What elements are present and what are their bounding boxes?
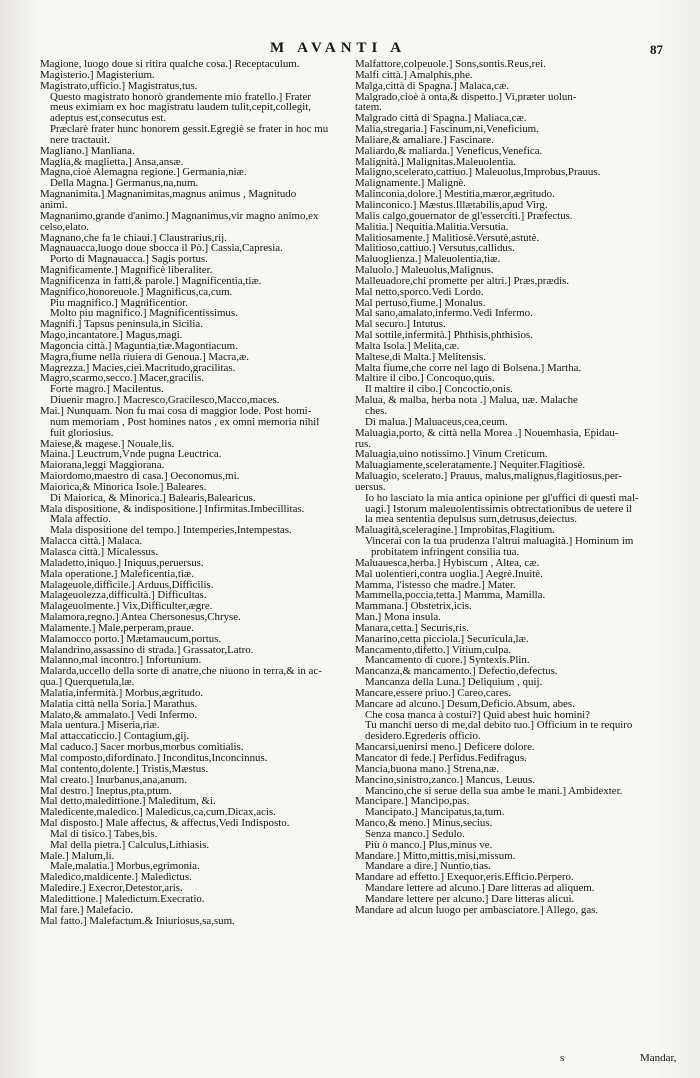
- right-column-entry-line: uersus.: [355, 481, 386, 493]
- left-column-entry-line: Questo magistrato honorò grandemente mio fratello.] Frater: [50, 91, 311, 103]
- right-column-entry-line: uagi.] Istorum maleuolentissimis obtrectationibus de uetere il: [365, 503, 633, 515]
- left-column-entry-line: Magnauacca,luogo doue sbocca il Pò.] Cassia,Capresia.: [40, 243, 283, 255]
- right-column-entry-line: Mancamento di cuore.] Syntexis.Plin.: [365, 655, 530, 667]
- right-column-entry-line: Mancare ad alcuno.] Desum,Deficio.Absum, abes.: [355, 698, 575, 710]
- right-column-entry-line: Maluagiamente,sceleratamente.] Nequiter.Flagitiosè.: [355, 460, 586, 472]
- signature-mark: s: [560, 1052, 565, 1064]
- left-column-entry-line: Mal contento,dolente.] Tristis,Mæstus.: [40, 763, 209, 775]
- right-column-entry-line: Mandare lettere per alcuno.] Dare litteras alicui.: [365, 893, 575, 905]
- left-column-entry-line: Mal detto,maledittione.] Maleditum, &i.: [40, 796, 216, 808]
- left-column-entry-line: nere tractauit.: [50, 134, 110, 146]
- left-column-entry-line: Maladetto,iniquo.] Iniquus,peruersus.: [40, 557, 204, 569]
- left-column-entry-line: Malandrino,assassino di strada.] Grassator,Latro.: [40, 644, 254, 656]
- left-column-entry-line: Mala dispositione del tempo.] Intemperies,Intempestas.: [50, 525, 292, 537]
- right-column-entry-line: Mandare.] Mitto,mittis,misi,missum.: [355, 850, 516, 862]
- right-column-entry-line: Malitioso,cattiuo.] Versutus,callidus.: [355, 243, 515, 255]
- left-column-entry-line: Mai.] Nunquam. Non fu mai cosa di maggior lode. Post homi-: [40, 406, 312, 417]
- right-column-entry-line: Maluolo.] Maleuolus,Malignus.: [355, 265, 494, 276]
- left-column-entry-line: Malamora,regno.] Antea Chersonesus,Chryse.: [40, 612, 241, 623]
- right-column-entry-line: Mal uolentieri,contra uoglia.] Aegrè.Inuitè.: [355, 568, 543, 580]
- right-column-entry-line: Malga,città di Spagna.] Malaca,cæ.: [355, 80, 509, 92]
- left-column-entry-line: Magnano,che fa le chiaui.] Claustrarius,rij.: [40, 232, 227, 244]
- left-column-entry-line: Magoncia città.] Maguntia,tiæ.Magontiacum.: [40, 340, 238, 352]
- left-column-entry-line: Magna,cioè Alemagna regione.] Germania,niæ.: [40, 167, 247, 179]
- right-column-entry-line: Mal sottile,infermità.] Phthisis,phthisios.: [355, 330, 533, 341]
- left-column-entry-line: Malatia,infermità.] Morbus,ægritudo.: [40, 687, 204, 699]
- right-column-entry-line: Maltire il cibo.] Concoquo,quis.: [355, 373, 495, 385]
- left-column-entry-line: animi.: [40, 199, 68, 211]
- right-column-entry-line: Malinconia,dolore.] Mestitia,mæror,ægritudo.: [355, 189, 555, 200]
- right-column-entry-line: Mal securo.] Intutus.: [355, 319, 446, 331]
- left-column-entry-line: meus eximiam ex hoc magistratu laudem tulit,cepit,collegit,: [50, 102, 312, 114]
- right-column-entry-line: Mancino,sinistro,zanco.] Mancus, Leuus.: [355, 774, 535, 786]
- right-column-entry-line: Manco,& meno.] Minus,secius.: [355, 818, 493, 829]
- right-column-entry-line: Maluagia,uino notissimo.] Vinum Creticum.: [355, 449, 548, 461]
- right-column-entry-line: Malleuadore,chi promette per altri.] Præs,prædis.: [355, 275, 570, 287]
- right-column-entry-line: Mancanza,& mancamento.] Defectio,defectus.: [355, 666, 558, 678]
- left-column-entry-line: Mala dispositione, & indispositione.] Infirmitas.Imbecillitas.: [40, 503, 305, 515]
- left-column-entry-line: Mal caduco.] Sacer morbus,morbus comitialis.: [40, 742, 244, 753]
- left-column-entry-line: num memoriam , Post homines natos , ex omni memoria nihil: [50, 416, 320, 428]
- right-column-entry-line: rus.: [355, 438, 372, 450]
- running-head-title: M AVANTI A: [270, 40, 407, 56]
- left-column-entry-line: Porto di Magnauacca.] Sagis portus.: [50, 254, 208, 266]
- right-column-entry-line: Mandare a dire.] Nuntio,tias.: [365, 861, 491, 873]
- left-column-entry-line: Malatia città nella Soria.] Marathus.: [40, 698, 198, 710]
- left-column-entry-line: Maiese,& magese.] Nouale,lis.: [40, 438, 175, 450]
- right-column-entry-line: Mandare ad alcun luogo per ambasciatore.] Allego, gas.: [355, 904, 599, 916]
- right-column-entry-line: Maluagità,sceleragine.] Improbitas,Flagitium.: [355, 525, 555, 537]
- left-column-entry-line: Malarda,uccello della sorte di anatre,che niuono in terra,& in ac-: [40, 666, 322, 678]
- left-column-entry-line: qua.] Querquetula,læ.: [40, 677, 135, 688]
- catchword: Mandar,: [640, 1052, 677, 1064]
- right-column-entry-line: Manarino,cetta picciola.] Securicula,læ.: [355, 633, 529, 645]
- left-column-entry-line: Maiordomo,maestro di casa.] Oeconomus,mi.: [40, 471, 240, 482]
- right-column-entry-line: Mancino,che si serue della sua ambe le mani.] Ambidexter.: [365, 785, 623, 797]
- left-column-entry-line: Mala uentura.] Miseria,riæ.: [40, 720, 160, 732]
- right-column-entry-line: Mancarsi,uenirsi meno.] Deficere dolore.: [355, 742, 535, 753]
- right-column-entry-line: Malua, & malba, herba nota .] Malua, uæ. Malache: [355, 395, 578, 406]
- right-column-entry-line: Maluagia,porto, & città nella Morea .] Nouemhasia, Epidau-: [355, 427, 619, 439]
- left-column-entry-line: Maina.] Leuctrum,Vnde pugna Leuctrica.: [40, 449, 222, 461]
- left-column-entry-line: adeptus est,consecutus est.: [50, 113, 167, 125]
- left-column-entry-line: Magnanimo,grande d'animo.] Magnanimus,vir magno animo,ex: [40, 210, 319, 222]
- left-column-entry-line: Magnifi.] Tapsus peninsula,in Sicilia.: [40, 319, 203, 331]
- right-column-entry-line: Maliare,& amaliare.] Fascinare.: [355, 134, 494, 146]
- left-column: [40, 59, 348, 1058]
- left-column-entry-line: Magnificamente.] Magnificè liberaliter.: [40, 265, 213, 276]
- left-column-entry-line: Malacca città.] Malaca.: [40, 536, 143, 547]
- right-column-entry-line: Mammana.] Obstetrix,icis.: [355, 601, 472, 613]
- left-column-entry-line: Mal creato.] Inurbanus,ana,anum.: [40, 774, 187, 786]
- right-column-entry-line: Che cosa manca à costui?] Quid abest huic homini?: [365, 709, 591, 721]
- left-column-entry-line: Magistrato,ufficio.] Magistratus,tus.: [40, 80, 198, 92]
- left-column-entry-line: Malageuolmente.] Vix,Difficulter,ægre.: [40, 601, 213, 613]
- right-column-entry-line: Mal pertuso,fiume.] Monalus.: [355, 297, 486, 309]
- right-column-entry-line: Maluoglienza.] Maleuolentia,tiæ.: [355, 254, 501, 266]
- left-column-entry-line: Molto piu magnifico.] Magnificentissimus.: [50, 308, 238, 320]
- left-column-entry-line: Male.] Malum,li.: [40, 850, 115, 862]
- left-column-entry-line: Malageuole,difficile.] Arduus,Difficilis.: [40, 579, 214, 591]
- right-column-entry-line: Malta fiume,che corre nel lago di Bolsena.] Martha.: [355, 362, 582, 374]
- left-column-entry-line: Mal destro.] Ineptus,pta,ptum.: [40, 785, 172, 797]
- right-column-entry-line: Mal sano,amalato,infermo.Vedi Infermo.: [355, 308, 533, 320]
- right-column-entry-line: Mancia,buona mano.] Strena,næ.: [355, 763, 499, 775]
- right-column-entry-line: Malinconico.] Mæstus.Illætabilis,apud Virg.: [355, 199, 548, 211]
- left-column-entry-line: Maglia,& maglietta.] Ansa,ansæ.: [40, 156, 184, 168]
- left-column-entry-line: Mala operatione.] Maleficentia,tiæ.: [40, 568, 194, 580]
- right-column-entry-line: Malitia.] Nequitia.Malitia.Versutia.: [355, 221, 509, 233]
- left-column-entry-line: Mala affectio.: [50, 514, 111, 526]
- left-column-entry-line: Malato,& ammalato.] Vedi Infermo.: [40, 709, 198, 721]
- left-column-entry-line: Magrezza.] Macies,ciei.Macritudo,gracilitas.: [40, 362, 236, 374]
- left-column-entry-line: Maledire.] Execror,Detestor,aris.: [40, 883, 183, 894]
- right-column-entry-line: tatem.: [355, 102, 382, 114]
- right-column-entry-line: Mancare,essere priuo.] Careo,cares.: [355, 687, 512, 699]
- left-column-entry-line: Magliano.] Manliana.: [40, 145, 135, 157]
- right-column-entry-line: Maluagio, scelerato.] Prauus, malus,malignus,flagitiosus,per-: [355, 471, 622, 482]
- right-column-entry-line: Maliardo,& maliarda.] Veneficus,Venefica.: [355, 145, 543, 157]
- left-column-entry-line: Maledico,maldicente.] Maledictus.: [40, 872, 192, 884]
- right-column-entry-line: Malitiosamente.] Malitiosè.Versutè,astutè.: [355, 232, 540, 244]
- left-column-entry-line: Male,malatia.] Morbus,egrimonia.: [50, 861, 200, 873]
- left-column-entry-line: Magro,scarmo,secco.] Macer,gracilis.: [40, 373, 205, 385]
- left-column-entry-line: celso,elato.: [40, 221, 89, 233]
- right-column-entry-line: Maluauesca,herba.] Hybiscum , Altea, cæ.: [355, 557, 540, 569]
- right-column-entry-line: Manara,cetta.] Securis,ris.: [355, 622, 470, 634]
- right-column-entry-line: Maltese,di Malta.] Melitensis.: [355, 351, 486, 363]
- right-column-entry-line: Malfattore,colpeuole.] Sons,sontis.Reus,rei.: [355, 59, 546, 70]
- right-column-entry-line: desidero.Egrederis officio.: [365, 731, 481, 743]
- right-column-entry-line: Malfi città.] Amalphis,phe.: [355, 69, 473, 81]
- right-column-entry-line: Man.] Mona insula.: [355, 612, 441, 623]
- right-column-entry-line: Mandare lettere ad alcuno.] Dare litteras ad aliquem.: [365, 883, 595, 894]
- left-column-entry-line: Maiorana,leggi Maggiorana.: [40, 460, 165, 472]
- right-column-entry-line: Malgrado,cioè à onta,& dispetto.] Vi,præter uolun-: [355, 91, 577, 103]
- left-column-entry-line: Della Magna.] Germanus,na,num.: [50, 178, 199, 190]
- left-column-entry-line: Mal della pietra.] Calculus,Lithiasis.: [50, 839, 210, 851]
- left-column-entry-line: Forte magro.] Macilentus.: [50, 384, 164, 396]
- right-column-entry-line: Malignamente.] Malignè.: [355, 178, 466, 190]
- right-column-entry-line: la mea sententia depulsus sum,detrusus,deiectus.: [365, 514, 578, 526]
- page-number: 87: [650, 42, 663, 57]
- right-column-entry-line: Mancipare.] Mancipo,pas.: [355, 796, 470, 808]
- left-column-entry-line: Magisterio.] Magisterium.: [40, 69, 155, 81]
- right-column-entry-line: Malis calgo,gouernator de gl'esserciti.] Præfectus.: [355, 210, 573, 222]
- right-column-entry-line: Mancipato.] Mancipatus,ta,tum.: [365, 807, 505, 819]
- left-column-entry-line: Magnificenza in fatti,& parole.] Magnificentia,tiæ.: [40, 275, 262, 287]
- left-column-entry-line: Mal composto,difordinato.] Inconditus,Inconcinnus.: [40, 753, 268, 764]
- right-column-entry-line: Mancamento,difetto.] Vitium,culpa.: [355, 644, 512, 656]
- left-column-entry-line: Magione, luogo doue si ritira qualche cosa.] Receptaculum.: [40, 59, 300, 70]
- right-column-entry-line: Mancator di fede.] Perfidus.Fedifragus.: [355, 753, 527, 764]
- right-column-entry-line: Più ò manco.] Plus,minus ve.: [365, 839, 493, 851]
- right-column-entry-line: probitatem infringent consilia tua.: [371, 546, 520, 558]
- right-column-entry-line: Maligno,scelerato,cattiuo.] Maleuolus,Improbus,Prauus.: [355, 167, 601, 179]
- left-column-entry-line: Maledittione.] Maledictum.Execratio.: [40, 893, 205, 905]
- left-column-entry-line: Piu magnifico.] Magnificentior.: [50, 297, 188, 309]
- left-column-entry-line: Malageuolezza,difficultà.] Difficultas.: [40, 590, 207, 602]
- right-column: [355, 59, 655, 1058]
- right-column-entry-line: Mal netto,sporco.Vedi Lordo.: [355, 286, 484, 298]
- right-column-entry-line: Malia,stregaria.] Fascinum,ni,Veneficium.: [355, 124, 539, 135]
- right-column-entry-line: Senza manco.] Sedulo.: [365, 828, 465, 840]
- left-column-entry-line: Magnifico,honoreuole.] Magnificus,ca,cum.: [40, 286, 233, 298]
- right-column-entry-line: Malgrado città di Spagna.] Maliaca,cæ.: [355, 113, 527, 125]
- left-column-entry-line: fuit gloriosius.: [50, 427, 114, 439]
- left-column-entry-line: Malanno,mal incontro.] Infortunium.: [40, 655, 202, 667]
- right-column-entry-line: Il maltire il cibo.] Concoctio,onis.: [365, 384, 513, 396]
- left-column-entry-line: Magra,fiume nella riuiera di Genoua.] Macra,æ.: [40, 351, 249, 363]
- left-column-entry-line: Malamente.] Male,perperam,praue.: [40, 622, 194, 634]
- left-column-entry-line: Mal di tisico.] Tabes,bis.: [50, 828, 158, 840]
- left-column-entry-line: Præclarè frater hunc honorem gessit.Egregiè se frater in hoc mu: [50, 124, 329, 135]
- right-column-entry-line: Vincerai con la tua prudenza l'altrui maluagità.] Hominum im: [365, 536, 634, 547]
- right-column-entry-line: Mandare ad effetto.] Exequor,eris.Efficio.Perpero.: [355, 872, 574, 884]
- left-column-entry-line: Mal fatto.] Malefactum.& Iniuriosus,sa,sum.: [40, 915, 235, 927]
- left-column-entry-line: Malasca città.] Micalessus.: [40, 546, 158, 558]
- right-column-entry-line: Mamma, l'istesso che madre.] Mater.: [355, 579, 516, 591]
- right-column-entry-line: ches.: [365, 406, 388, 417]
- right-column-entry-line: Io ho lasciato la mia antica opinione per gl'uffici di questi mal-: [365, 492, 639, 504]
- right-column-entry-line: Tu manchi uerso di me,dal debito tuo.] Officium in te requiro: [365, 720, 633, 732]
- right-column-entry-line: Mancanza della Luna.] Deliquium , quij.: [365, 677, 543, 688]
- left-column-entry-line: Malamocco porto.] Mætamaucum,portus.: [40, 633, 222, 645]
- left-column-entry-line: Magnanimita.] Magnanimitas,magnus animus , Magnitudo: [40, 189, 297, 200]
- right-column-entry-line: Malignità.] Malignitas.Maleuolentia.: [355, 156, 516, 168]
- left-column-entry-line: Mal disposto.] Male affectus, & affectus,Vedi Indisposto.: [40, 818, 290, 829]
- left-column-entry-line: Di Maiorica, & Minorica.] Balearis,Balearicus.: [50, 492, 256, 504]
- right-column-entry-line: Malta Isola.] Melita,cæ.: [355, 340, 460, 352]
- left-column-entry-line: Maiorica,& Minorica Isole.] Baleares.: [40, 481, 207, 493]
- right-column-entry-line: Di malua.] Maluaceus,cea,ceum.: [365, 416, 508, 428]
- right-column-entry-line: Mammella,poccia,tetta.] Mamma, Mamilla.: [355, 590, 546, 602]
- left-column-entry-line: Maledicente,maledico.] Maledicus,ca,cum.Dicax,acis.: [40, 807, 276, 819]
- left-column-entry-line: Mago,incantatore.] Magus,magi.: [40, 330, 183, 341]
- left-column-entry-line: Mal attaccaticcio.] Contagium,gij.: [40, 731, 190, 743]
- left-column-entry-line: Diuenir magro.] Macresco,Gracilesco,Macco,maces.: [50, 395, 280, 406]
- left-column-entry-line: Mal fare.] Malefacio.: [40, 904, 134, 916]
